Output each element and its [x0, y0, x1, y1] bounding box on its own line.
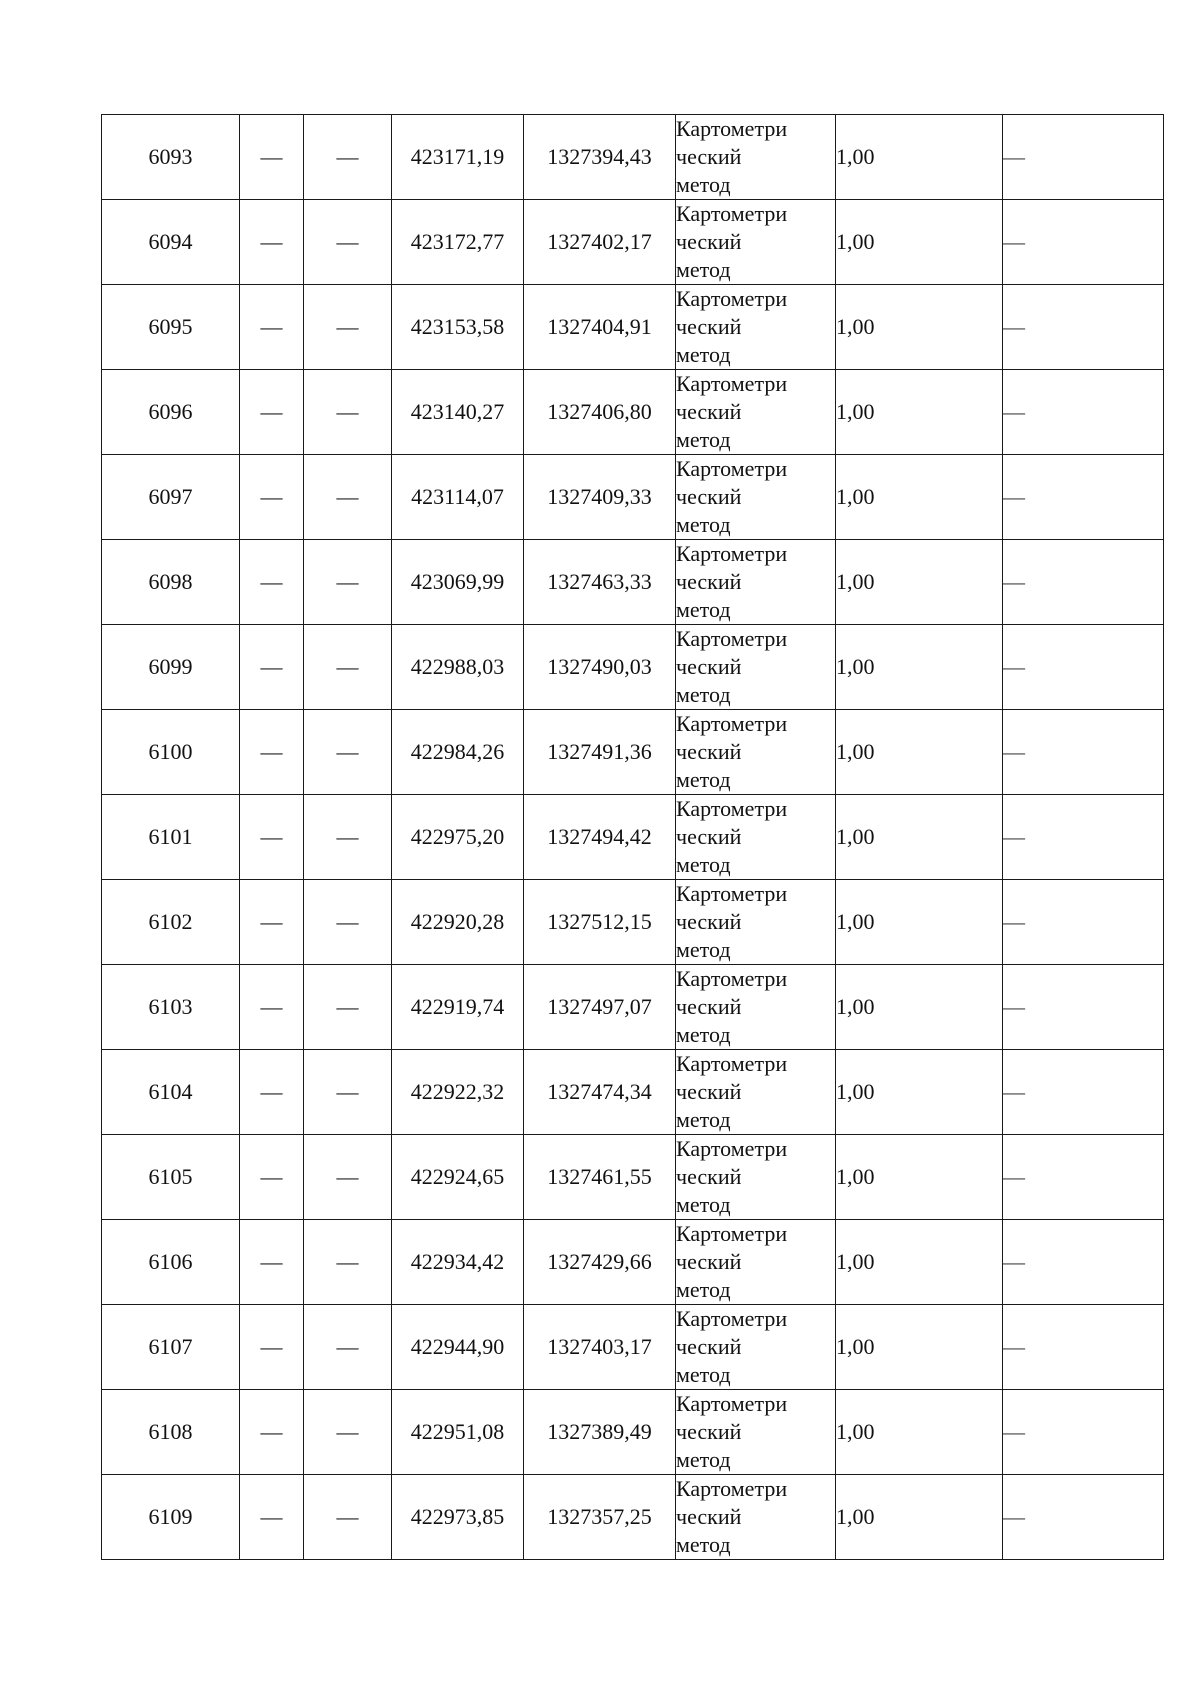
table-row [102, 370, 1164, 455]
method-text-line: метод [676, 767, 731, 792]
method-text-line: Картометри [676, 796, 788, 821]
precision-cell: 1,00 [836, 965, 1003, 1050]
dash-mark: — [260, 314, 283, 339]
method-text-line: Картометри [676, 1136, 788, 1161]
coord-x-cell: 422944,90 [392, 1305, 524, 1390]
method-cell [676, 795, 836, 880]
method-text-line: метод [676, 342, 731, 367]
coord-x-cell: 423114,07 [392, 455, 524, 540]
empty-coord-x-cell [240, 1135, 304, 1220]
method-text-line: метод [676, 427, 731, 452]
empty-coord-y-cell [304, 795, 392, 880]
empty-coord-x-cell [240, 1050, 304, 1135]
table-row [102, 540, 1164, 625]
method-text-line: Картометри [676, 541, 788, 566]
description-cell [1003, 115, 1164, 200]
coord-y-cell: 1327406,80 [524, 370, 676, 455]
empty-coord-y-cell [304, 1135, 392, 1220]
description-cell [1003, 200, 1164, 285]
coord-y-cell: 1327490,03 [524, 625, 676, 710]
method-text-line: метод [676, 1447, 731, 1472]
description-cell [1003, 1220, 1164, 1305]
dash-mark: — [260, 1419, 283, 1444]
method-text-line: метод [676, 172, 731, 197]
point-number-cell: 6093 [102, 115, 240, 200]
point-number-cell: 6097 [102, 455, 240, 540]
empty-coord-y-cell [304, 1390, 392, 1475]
dash-mark: — [1003, 314, 1025, 339]
dash-mark: — [336, 1164, 359, 1189]
method-cell [676, 1390, 836, 1475]
dash-mark: — [336, 1504, 359, 1529]
table-row [102, 1050, 1164, 1135]
coord-x-cell: 422984,26 [392, 710, 524, 795]
method-text-line: метод [676, 257, 731, 282]
dash-mark: — [336, 144, 359, 169]
empty-coord-y-cell [304, 285, 392, 370]
coord-x-cell: 422924,65 [392, 1135, 524, 1220]
method-text-line: Картометри [676, 116, 788, 141]
dash-mark: — [260, 739, 283, 764]
method-text-line: Картометри [676, 711, 788, 736]
coord-y-cell: 1327402,17 [524, 200, 676, 285]
method-cell [676, 115, 836, 200]
method-text-line: Картометри [676, 286, 788, 311]
empty-coord-x-cell [240, 115, 304, 200]
dash-mark: — [336, 824, 359, 849]
method-text-line: ческий [676, 569, 742, 594]
method-text-line: ческий [676, 994, 742, 1019]
coord-y-cell: 1327463,33 [524, 540, 676, 625]
description-cell [1003, 710, 1164, 795]
dash-mark: — [336, 994, 359, 1019]
empty-coord-x-cell [240, 1390, 304, 1475]
coord-y-cell: 1327403,17 [524, 1305, 676, 1390]
empty-coord-x-cell [240, 370, 304, 455]
dash-mark: — [336, 314, 359, 339]
dash-mark: — [260, 1079, 283, 1104]
dash-mark: — [260, 144, 283, 169]
method-text-line: метод [676, 597, 731, 622]
coord-y-cell: 1327357,25 [524, 1475, 676, 1560]
description-cell [1003, 965, 1164, 1050]
method-text-line: метод [676, 852, 731, 877]
method-cell [676, 1050, 836, 1135]
empty-coord-y-cell [304, 1475, 392, 1560]
table-body [102, 115, 1164, 1560]
dash-mark: — [1003, 739, 1025, 764]
method-text-line: ческий [676, 739, 742, 764]
method-cell [676, 200, 836, 285]
coord-y-cell: 1327491,36 [524, 710, 676, 795]
method-text-line: Картометри [676, 371, 788, 396]
method-text-line: метод [676, 937, 731, 962]
point-number-cell: 6096 [102, 370, 240, 455]
dash-mark: — [1003, 1419, 1025, 1444]
method-text-line: Картометри [676, 626, 788, 651]
dash-mark: — [336, 1419, 359, 1444]
coord-y-cell: 1327404,91 [524, 285, 676, 370]
coord-y-cell: 1327409,33 [524, 455, 676, 540]
coord-x-cell: 423069,99 [392, 540, 524, 625]
description-cell [1003, 285, 1164, 370]
dash-mark: — [1003, 1249, 1025, 1274]
empty-coord-x-cell [240, 965, 304, 1050]
coord-x-cell: 422920,28 [392, 880, 524, 965]
coord-x-cell: 423140,27 [392, 370, 524, 455]
dash-mark: — [336, 484, 359, 509]
method-text-line: метод [676, 512, 731, 537]
point-number-cell: 6095 [102, 285, 240, 370]
method-cell [676, 1220, 836, 1305]
method-text-line: ческий [676, 654, 742, 679]
coord-y-cell: 1327394,43 [524, 115, 676, 200]
description-cell [1003, 880, 1164, 965]
method-text-line: Картометри [676, 1306, 788, 1331]
point-number-cell: 6100 [102, 710, 240, 795]
method-text-line: Картометри [676, 1476, 788, 1501]
dash-mark: — [260, 824, 283, 849]
method-text-line: Картометри [676, 1051, 788, 1076]
dash-mark: — [260, 1164, 283, 1189]
empty-coord-y-cell [304, 1050, 392, 1135]
description-cell [1003, 1390, 1164, 1475]
coord-x-cell: 422934,42 [392, 1220, 524, 1305]
method-text-line: ческий [676, 909, 742, 934]
method-cell [676, 540, 836, 625]
table-row [102, 965, 1164, 1050]
table-row [102, 285, 1164, 370]
table-row [102, 1390, 1164, 1475]
table-row [102, 710, 1164, 795]
empty-coord-x-cell [240, 625, 304, 710]
precision-cell: 1,00 [836, 285, 1003, 370]
precision-cell: 1,00 [836, 1135, 1003, 1220]
description-cell [1003, 370, 1164, 455]
empty-coord-y-cell [304, 880, 392, 965]
table-row [102, 795, 1164, 880]
dash-mark: — [1003, 824, 1025, 849]
coord-x-cell: 422951,08 [392, 1390, 524, 1475]
dash-mark: — [260, 994, 283, 1019]
table-row [102, 1305, 1164, 1390]
empty-coord-y-cell [304, 540, 392, 625]
empty-coord-x-cell [240, 795, 304, 880]
empty-coord-x-cell [240, 1220, 304, 1305]
dash-mark: — [336, 654, 359, 679]
method-text-line: метод [676, 682, 731, 707]
method-text-line: ческий [676, 1504, 742, 1529]
method-text-line: метод [676, 1192, 731, 1217]
method-text-line: ческий [676, 144, 742, 169]
precision-cell: 1,00 [836, 1050, 1003, 1135]
method-cell [676, 455, 836, 540]
dash-mark: — [260, 1334, 283, 1359]
coord-x-cell: 422988,03 [392, 625, 524, 710]
empty-coord-y-cell [304, 1305, 392, 1390]
dash-mark: — [260, 909, 283, 934]
method-text-line: метод [676, 1022, 731, 1047]
point-number-cell: 6094 [102, 200, 240, 285]
method-text-line: метод [676, 1532, 731, 1557]
method-cell [676, 880, 836, 965]
point-number-cell: 6106 [102, 1220, 240, 1305]
method-text-line: Картометри [676, 1221, 788, 1246]
method-text-line: ческий [676, 484, 742, 509]
method-text-line: ческий [676, 399, 742, 424]
description-cell [1003, 1475, 1164, 1560]
point-number-cell: 6103 [102, 965, 240, 1050]
precision-cell: 1,00 [836, 1475, 1003, 1560]
method-text-line: метод [676, 1107, 731, 1132]
dash-mark: — [336, 909, 359, 934]
point-number-cell: 6099 [102, 625, 240, 710]
method-cell [676, 285, 836, 370]
description-cell [1003, 795, 1164, 880]
method-cell [676, 710, 836, 795]
method-text-line: Картометри [676, 201, 788, 226]
dash-mark: — [1003, 909, 1025, 934]
point-number-cell: 6102 [102, 880, 240, 965]
empty-coord-y-cell [304, 710, 392, 795]
empty-coord-x-cell [240, 285, 304, 370]
dash-mark: — [1003, 1164, 1025, 1189]
dash-mark: — [1003, 1079, 1025, 1104]
method-text-line: ческий [676, 1249, 742, 1274]
precision-cell: 1,00 [836, 880, 1003, 965]
method-text-line: метод [676, 1277, 731, 1302]
table-row [102, 455, 1164, 540]
dash-mark: — [1003, 1504, 1025, 1529]
precision-cell: 1,00 [836, 455, 1003, 540]
empty-coord-x-cell [240, 880, 304, 965]
coord-y-cell: 1327474,34 [524, 1050, 676, 1135]
table-row [102, 115, 1164, 200]
method-cell [676, 1135, 836, 1220]
method-text-line: Картометри [676, 881, 788, 906]
description-cell [1003, 455, 1164, 540]
dash-mark: — [336, 1079, 359, 1104]
dash-mark: — [260, 399, 283, 424]
dash-mark: — [336, 1334, 359, 1359]
precision-cell: 1,00 [836, 1220, 1003, 1305]
method-text-line: ческий [676, 314, 742, 339]
point-number-cell: 6105 [102, 1135, 240, 1220]
precision-cell: 1,00 [836, 795, 1003, 880]
coord-x-cell: 422919,74 [392, 965, 524, 1050]
dash-mark: — [260, 229, 283, 254]
method-text-line: Картометри [676, 966, 788, 991]
dash-mark: — [336, 399, 359, 424]
dash-mark: — [260, 1249, 283, 1274]
description-cell [1003, 625, 1164, 710]
coordinates-table [101, 114, 1164, 1560]
method-text-line: Картометри [676, 1391, 788, 1416]
dash-mark: — [1003, 144, 1025, 169]
description-cell [1003, 1050, 1164, 1135]
method-cell [676, 370, 836, 455]
method-text-line: ческий [676, 824, 742, 849]
dash-mark: — [336, 1249, 359, 1274]
empty-coord-x-cell [240, 200, 304, 285]
precision-cell: 1,00 [836, 1390, 1003, 1475]
dash-mark: — [260, 654, 283, 679]
description-cell [1003, 540, 1164, 625]
dash-mark: — [1003, 654, 1025, 679]
coord-x-cell: 422922,32 [392, 1050, 524, 1135]
point-number-cell: 6108 [102, 1390, 240, 1475]
empty-coord-x-cell [240, 455, 304, 540]
dash-mark: — [1003, 1334, 1025, 1359]
method-cell [676, 1305, 836, 1390]
precision-cell: 1,00 [836, 710, 1003, 795]
dash-mark: — [260, 569, 283, 594]
coord-y-cell: 1327494,42 [524, 795, 676, 880]
method-text-line: ческий [676, 1334, 742, 1359]
empty-coord-y-cell [304, 370, 392, 455]
dash-mark: — [1003, 229, 1025, 254]
method-text-line: ческий [676, 1164, 742, 1189]
empty-coord-x-cell [240, 540, 304, 625]
empty-coord-x-cell [240, 710, 304, 795]
empty-coord-y-cell [304, 455, 392, 540]
table-row [102, 1135, 1164, 1220]
description-cell [1003, 1305, 1164, 1390]
precision-cell: 1,00 [836, 1305, 1003, 1390]
point-number-cell: 6107 [102, 1305, 240, 1390]
empty-coord-y-cell [304, 1220, 392, 1305]
method-cell [676, 1475, 836, 1560]
coord-x-cell: 423153,58 [392, 285, 524, 370]
description-cell [1003, 1135, 1164, 1220]
coord-y-cell: 1327389,49 [524, 1390, 676, 1475]
dash-mark: — [1003, 484, 1025, 509]
table-row [102, 200, 1164, 285]
coord-y-cell: 1327461,55 [524, 1135, 676, 1220]
table-row [102, 1475, 1164, 1560]
precision-cell: 1,00 [836, 625, 1003, 710]
coord-y-cell: 1327512,15 [524, 880, 676, 965]
coord-x-cell: 422973,85 [392, 1475, 524, 1560]
table-row [102, 1220, 1164, 1305]
coord-x-cell: 422975,20 [392, 795, 524, 880]
precision-cell: 1,00 [836, 115, 1003, 200]
method-text-line: ческий [676, 229, 742, 254]
empty-coord-y-cell [304, 625, 392, 710]
dash-mark: — [260, 484, 283, 509]
dash-mark: — [336, 739, 359, 764]
dash-mark: — [1003, 994, 1025, 1019]
method-text-line: ческий [676, 1419, 742, 1444]
precision-cell: 1,00 [836, 540, 1003, 625]
method-text-line: Картометри [676, 456, 788, 481]
empty-coord-y-cell [304, 965, 392, 1050]
table-row [102, 625, 1164, 710]
dash-mark: — [260, 1504, 283, 1529]
method-text-line: ческий [676, 1079, 742, 1104]
coord-y-cell: 1327429,66 [524, 1220, 676, 1305]
dash-mark: — [336, 229, 359, 254]
empty-coord-x-cell [240, 1475, 304, 1560]
point-number-cell: 6109 [102, 1475, 240, 1560]
empty-coord-y-cell [304, 115, 392, 200]
method-cell [676, 965, 836, 1050]
table-row [102, 880, 1164, 965]
coord-x-cell: 423171,19 [392, 115, 524, 200]
point-number-cell: 6098 [102, 540, 240, 625]
coord-y-cell: 1327497,07 [524, 965, 676, 1050]
method-text-line: метод [676, 1362, 731, 1387]
method-cell [676, 625, 836, 710]
precision-cell: 1,00 [836, 370, 1003, 455]
empty-coord-x-cell [240, 1305, 304, 1390]
empty-coord-y-cell [304, 200, 392, 285]
dash-mark: — [1003, 399, 1025, 424]
dash-mark: — [336, 569, 359, 594]
precision-cell: 1,00 [836, 200, 1003, 285]
point-number-cell: 6104 [102, 1050, 240, 1135]
point-number-cell: 6101 [102, 795, 240, 880]
dash-mark: — [1003, 569, 1025, 594]
coord-x-cell: 423172,77 [392, 200, 524, 285]
